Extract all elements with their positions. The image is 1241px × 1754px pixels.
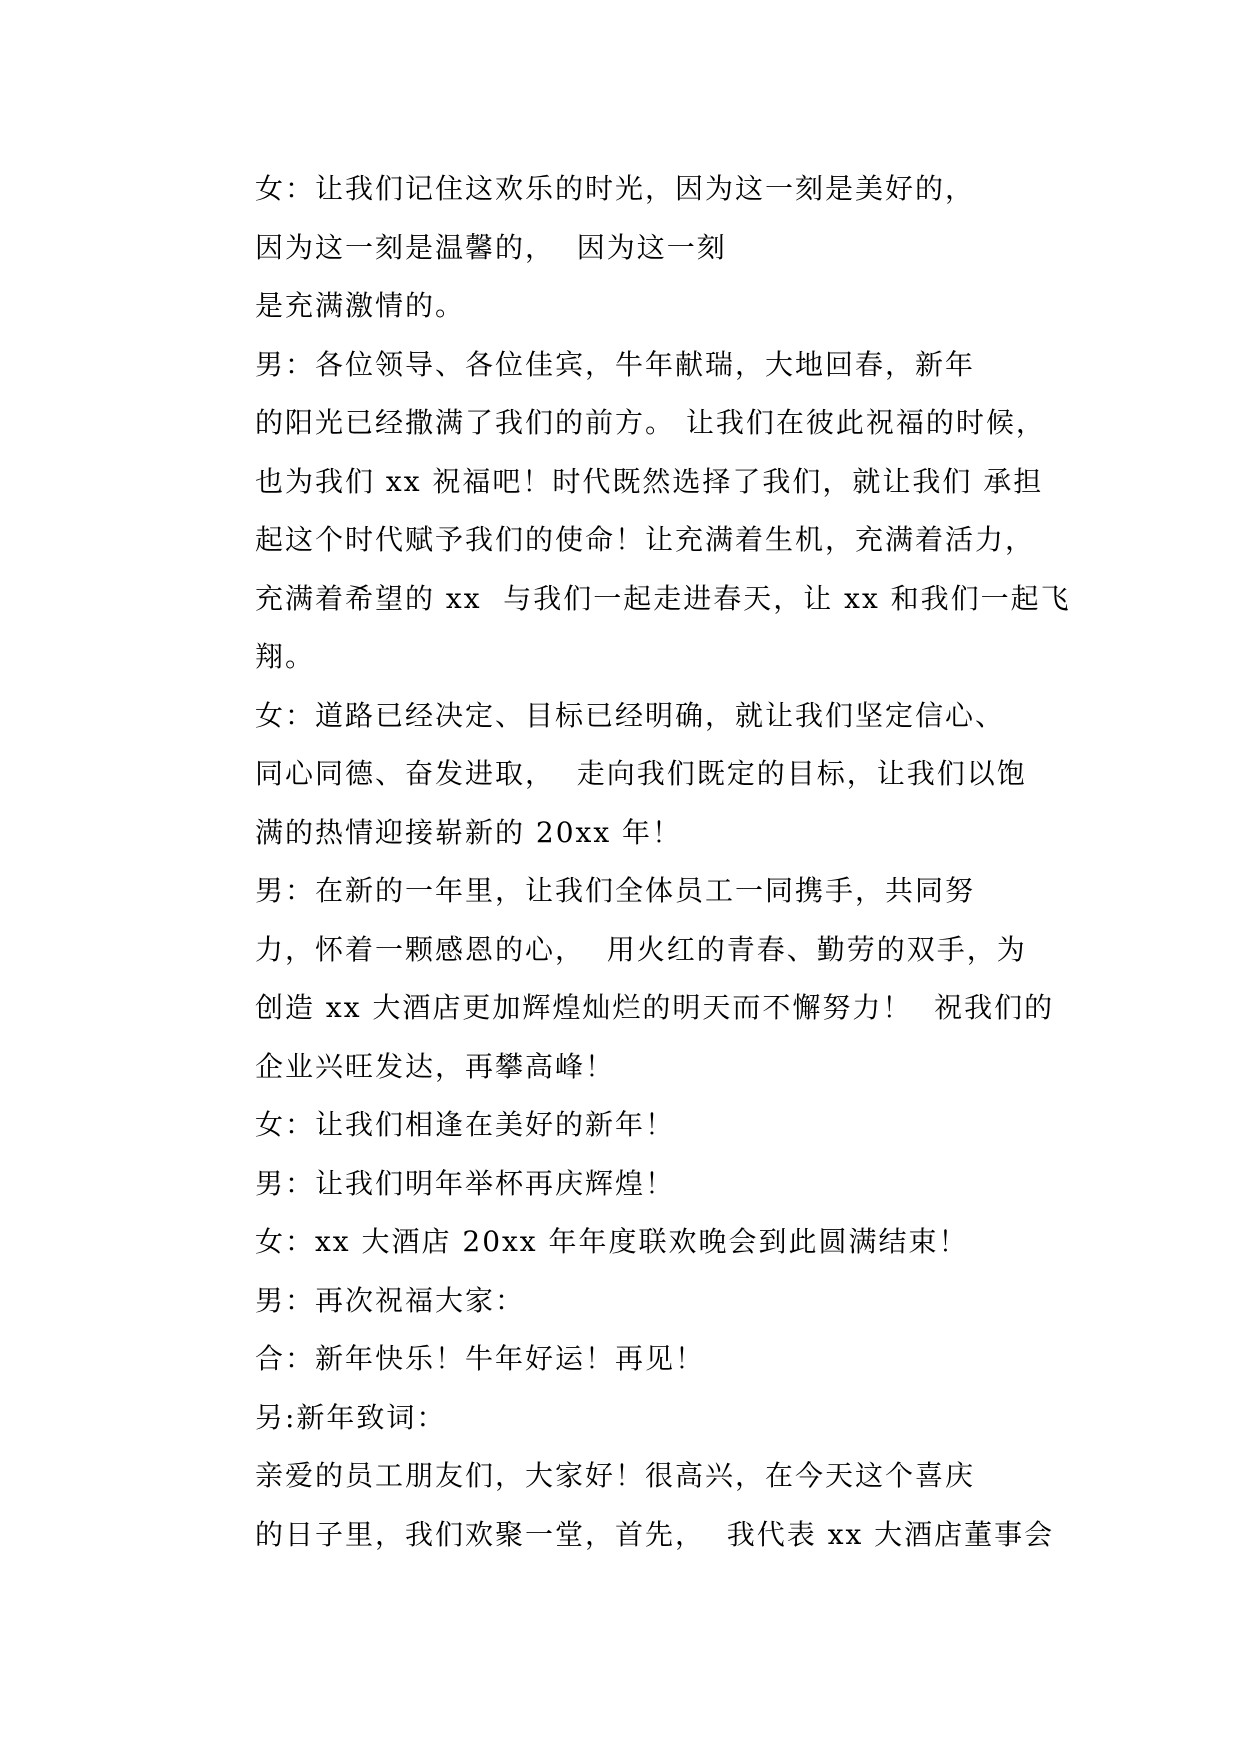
paragraph bbox=[193, 687, 1073, 863]
paragraph-line: 力，怀着一颗感恩的心， 用火红的青春、勤劳的双手，为 bbox=[255, 932, 1027, 966]
paragraph bbox=[193, 1096, 1073, 1155]
paragraph-line: 充满着希望的 xx 与我们一起走进春天，让 xx 和我们一起飞 bbox=[255, 581, 1071, 615]
paragraph-line: 创造 xx 大酒店更加辉煌灿烂的明天而不懈努力！ 祝我们的 bbox=[255, 991, 1055, 1024]
paragraph-line: 男：再次祝福大家： bbox=[255, 1283, 526, 1317]
paragraph-line: 合：新年快乐！牛年好运！再见！ bbox=[255, 1342, 706, 1375]
paragraph bbox=[193, 1155, 1073, 1214]
paragraph-line: 另:新年致词： bbox=[255, 1400, 447, 1434]
paragraph-line: 男：在新的一年里，让我们全体员工一同携手，共同努 bbox=[255, 874, 976, 907]
paragraph-line: 女：让我们记住这欢乐的时光，因为这一刻是美好的， bbox=[255, 172, 976, 205]
paragraph bbox=[193, 1272, 1073, 1331]
paragraph-line: 同心同德、奋发进取， 走向我们既定的目标，让我们以饱 bbox=[255, 757, 1027, 790]
paragraph-line: 的日子里，我们欢聚一堂，首先， 我代表 xx 大酒店董事会 bbox=[255, 1517, 1055, 1551]
paragraph bbox=[193, 160, 1073, 277]
paragraph bbox=[193, 336, 1073, 687]
paragraph-line: 也为我们 xx 祝福吧！时代既然选择了我们，就让我们 承担 bbox=[255, 464, 1044, 498]
paragraph-line: 翔。 bbox=[255, 640, 316, 673]
paragraph bbox=[193, 1330, 1073, 1389]
paragraph bbox=[193, 1447, 1073, 1564]
document-body bbox=[193, 160, 1073, 1564]
paragraph-line: 因为这一刻是温馨的， 因为这一刻 bbox=[255, 230, 727, 264]
paragraph-line: 亲爱的员工朋友们，大家好！很高兴，在今天这个喜庆 bbox=[255, 1459, 976, 1492]
paragraph-line: 是充满激情的。 bbox=[255, 289, 466, 322]
paragraph bbox=[193, 1389, 1073, 1448]
paragraph-line: 女：道路已经决定、目标已经明确，就让我们坚定信心、 bbox=[255, 698, 1006, 732]
paragraph bbox=[193, 862, 1073, 1096]
paragraph-line: 满的热情迎接崭新的 20xx 年！ bbox=[255, 815, 683, 849]
paragraph-line: 女：xx 大酒店 20xx 年年度联欢晚会到此圆满结束！ bbox=[255, 1225, 969, 1258]
paragraph-line: 的阳光已经撒满了我们的前方。 让我们在彼此祝福的时候， bbox=[255, 406, 1046, 439]
paragraph-line: 女：让我们相逢在美好的新年！ bbox=[255, 1108, 676, 1141]
paragraph-line: 企业兴旺发达，再攀高峰！ bbox=[255, 1049, 616, 1083]
paragraph-line: 男：各位领导、各位佳宾，牛年献瑞，大地回春，新年 bbox=[255, 347, 976, 381]
paragraph bbox=[193, 277, 1073, 336]
paragraph bbox=[193, 1213, 1073, 1272]
paragraph-line: 起这个时代赋予我们的使命！让充满着生机，充满着活力， bbox=[255, 523, 1036, 556]
paragraph-line: 男：让我们明年举杯再庆辉煌！ bbox=[255, 1166, 676, 1200]
